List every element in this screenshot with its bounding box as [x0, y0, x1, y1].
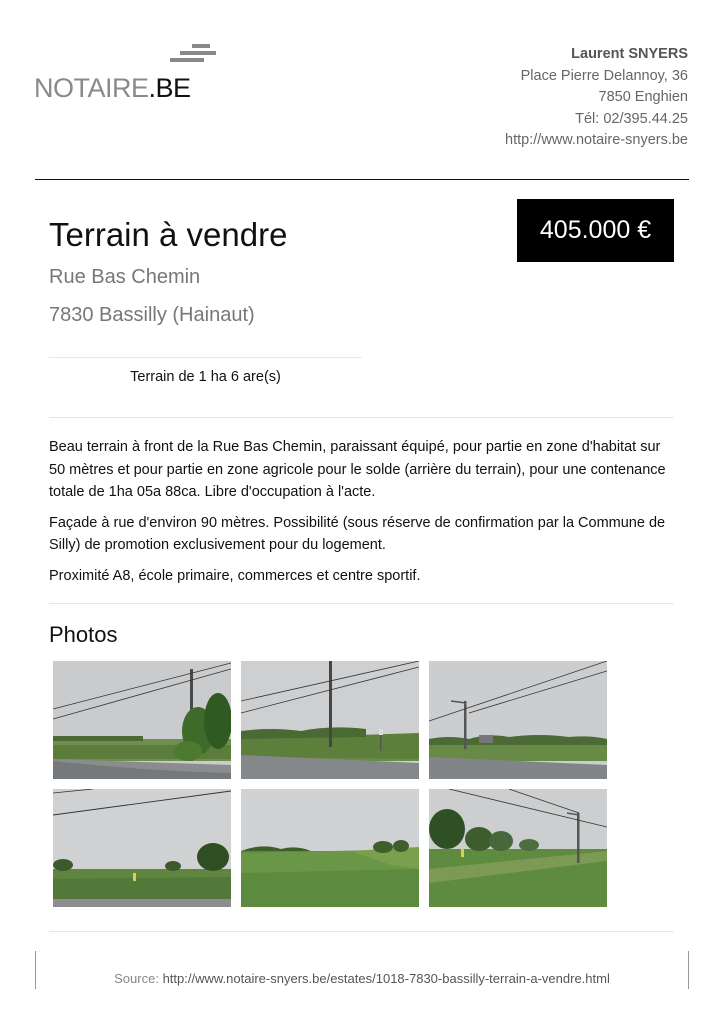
description — [49, 436, 674, 595]
notary-address: Place Pierre Delannoy, 36 — [520, 67, 688, 84]
notaire-logo — [34, 40, 214, 102]
description-paragraph: Façade à rue d'environ 90 mètres. Possibilité (sous réserve de confirmation par la Commune de Silly) de promotion exclusivement pour du logement. — [49, 514, 666, 553]
notary-phone: Tél: 02/395.44.25 — [575, 110, 688, 127]
logo-text-be: .BE — [148, 73, 191, 103]
notary-name: Laurent SNYERS — [571, 46, 688, 62]
source-line — [0, 971, 724, 986]
photo-thumbnail[interactable] — [429, 661, 607, 779]
photo-thumbnail[interactable] — [53, 661, 231, 779]
logo-text-notaire: NOTAIRE — [34, 73, 149, 103]
header-divider — [35, 179, 689, 180]
logo-bars-icon — [170, 44, 240, 68]
notary-website[interactable]: http://www.notaire-snyers.be — [505, 132, 688, 148]
photo-thumbnail[interactable] — [53, 789, 231, 907]
price-badge: 405.000 € — [517, 199, 674, 262]
listing-city: 7830 Bassilly (Hainaut) — [49, 304, 255, 326]
listing-street: Rue Bas Chemin — [49, 266, 201, 288]
description-paragraph: Beau terrain à front de la Rue Bas Chemin, paraissant équipé, pour partie en zone d'habitat sur 50 mètres et pour partie en zone agricole pour le solde (arrière du terrain), pour une contenance totale de 1ha 05a 88ca. Libre d'occupation à l'acte. — [49, 439, 666, 500]
contact-block — [505, 44, 688, 152]
surface-divider — [49, 357, 362, 358]
listing-title: Terrain à vendre — [49, 216, 288, 253]
photo-thumbnail[interactable] — [241, 661, 419, 779]
photo-thumbnail[interactable] — [429, 789, 607, 907]
source-label: Source: — [114, 971, 159, 986]
section-divider — [49, 417, 674, 418]
description-paragraph: Proximité A8, école primaire, commerces et centre sportif. — [49, 567, 421, 584]
section-divider — [49, 931, 674, 932]
photos-heading: Photos — [49, 622, 118, 647]
surface-info: Terrain de 1 ha 6 are(s) — [130, 369, 281, 385]
photo-thumbnail[interactable] — [241, 789, 419, 907]
section-divider — [49, 603, 674, 604]
source-link[interactable]: http://www.notaire-snyers.be/estates/1018-7830-bassilly-terrain-a-vendre.html — [162, 971, 610, 986]
notary-city: 7850 Enghien — [598, 89, 688, 105]
